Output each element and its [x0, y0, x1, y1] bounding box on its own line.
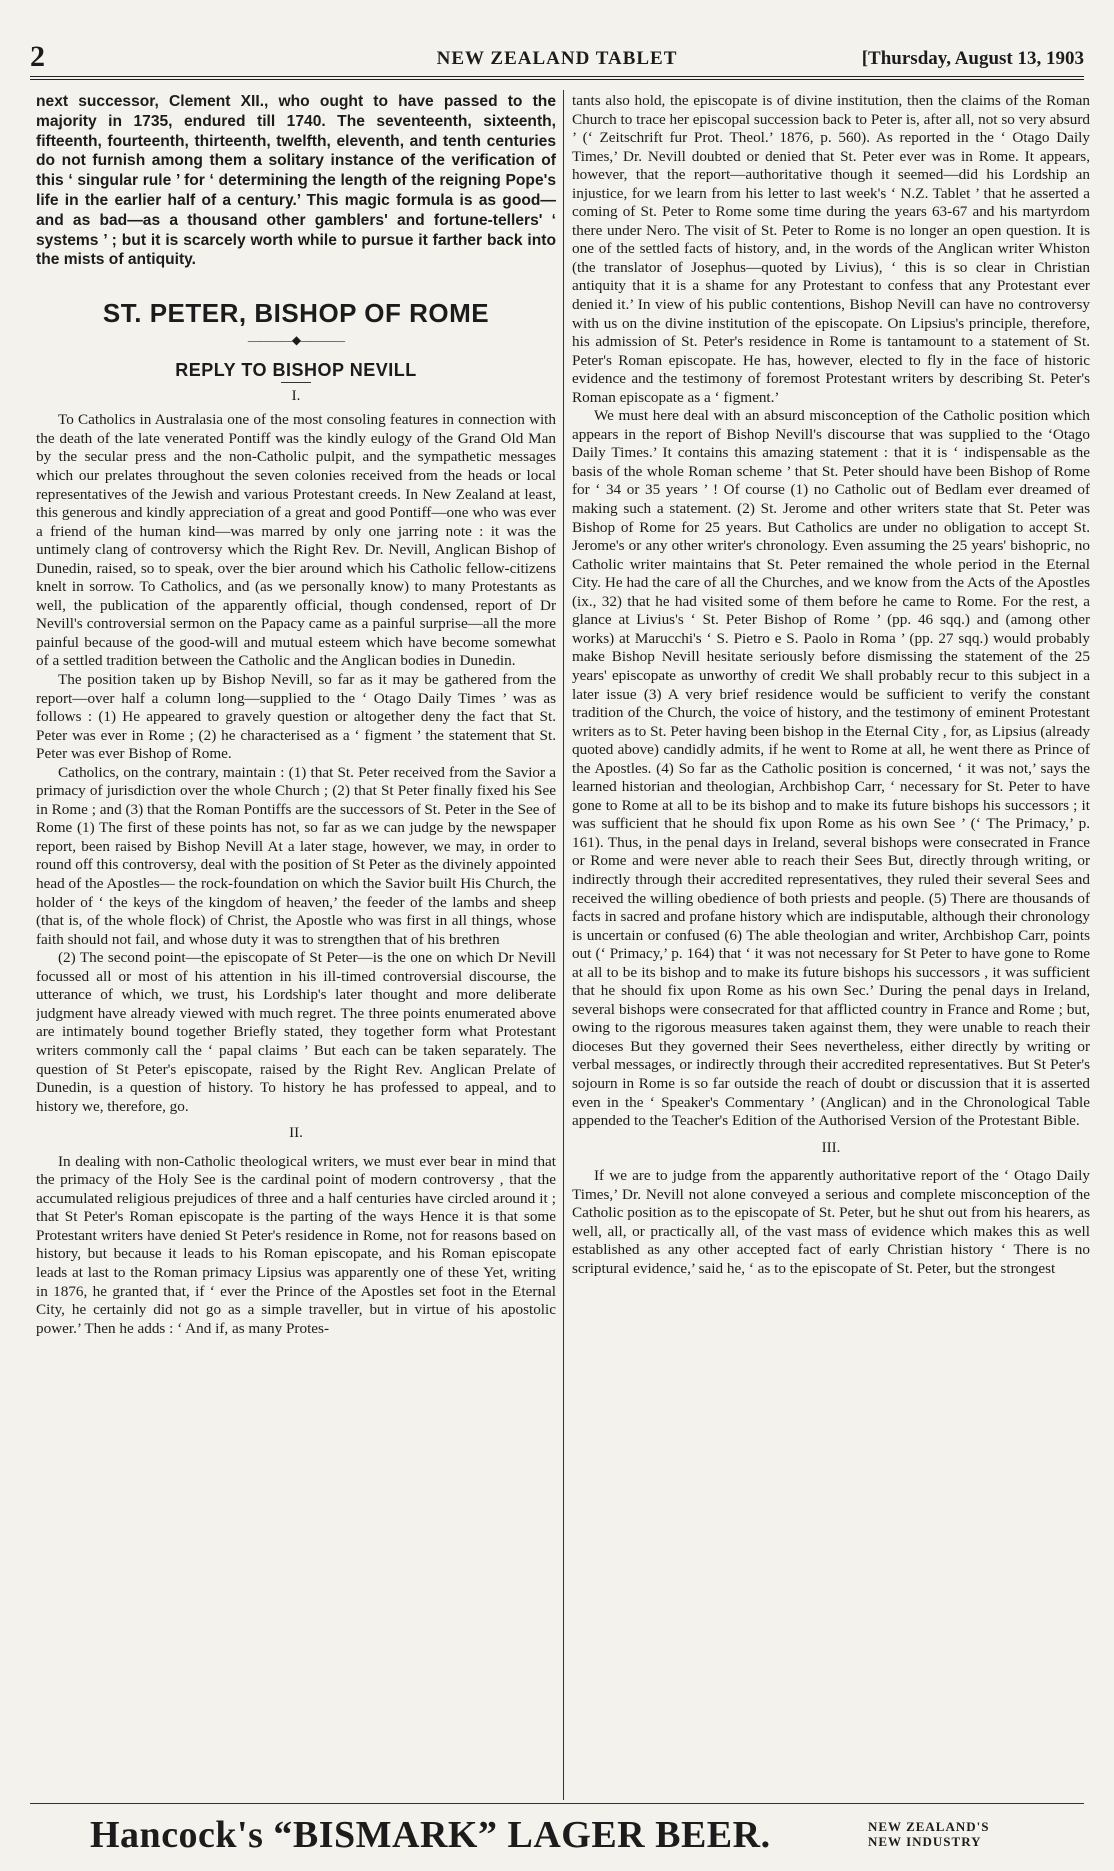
body-paragraph: Catholics, on the contrary, maintain : (1) that St. Peter received from the Savior a primacy of jurisdiction over the whole Church ; (2) that St Peter finally fixed his See in Rome ; and (3) that the Roman Pontiffs are the successors of St. Peter in the See of Rome (1) The first of these points has not, so far as we can judge by the newspaper report, been raised by Bishop Nevill At a later stage, however, we may, in order to round off this controversy, deal with the position of St Peter as the divinely appointed head of the Apostles— the rock-foundation on which the Savior built His Church, the holder of ‘ the keys of the kingdom of heaven,’ the feeder of the lambs and sheep (that is, of the whole flock) of Christ, the Apostle who was first in all things, whose faith should not fail, and whose duty it was to strengthen that of his brethren — [36, 763, 556, 948]
article-title: ST. PETER, BISHOP OF ROME — [102, 298, 490, 329]
ad-tagline — [868, 1819, 989, 1849]
masthead: NEW ZEALAND TABLET — [436, 48, 678, 69]
body-paragraph: To Catholics in Australasia one of the most consoling features in connection with the death of the late venerated Pontiff was the kindly eulogy of the Grand Old Man by the secular press and the non-Catholic pulpit, and the sympathetic messages which our prelates throughout the seven colonies received from the heads or local representatives of the Jewish and various Protestant creeds. In New Zealand at least, this generous and kindly appreciation of a great and good Pontiff—one who was ever a friend of the human kind—was marred by only one jarring note : it was the untimely clang of controversy which the Right Rev. Dr. Nevill, Anglican Bishop of Dunedin, raised, so to speak, over the bier around which his Catholic fellow-citizens knelt in sorrow. To Catholics, and (as we personally know) to many Protestants as well, the publication of the apparently official, though condensed, report of Dr Nevill's controversial sermon on the Papacy came as a painful surprise—all the more painful because of the good-will and mutual esteem which have become somewhat of a settled tradition between the Catholic and the Anglican bodies in Dunedin. — [36, 411, 556, 670]
lead-paragraph: next successor, Clement XII., who ought to have passed to the majority in 1735, endured till 1740. The seventeenth, sixteenth, fifteenth, fourteenth, thirteenth, twelfth, eleventh, and tenth centuries do not furnish among them a solitary instance of the verification of this ‘ singular rule ’ for ‘ determining the length of the reigning Pope's life in the earlier half of a century.’ This magic formula is as good—and as bad—as a thousand other gamblers' and fortune-tellers' ‘ systems ’ ; but it is scarcely worth while to pursue it farther back into the mists of antiquity. — [36, 93, 556, 269]
issue-date: [Thursday, August 13, 1903 — [861, 48, 1084, 69]
advertisement-banner — [90, 1813, 1020, 1861]
footer-rule — [30, 1803, 1084, 1804]
section-numeral-1: I. — [291, 387, 301, 404]
section-numeral-3: III. — [821, 1139, 841, 1156]
subtitle-rule — [281, 382, 311, 383]
title-ornament: ————◆———— — [247, 332, 345, 347]
right-column — [572, 92, 1090, 1797]
page-number: 2 — [30, 40, 45, 73]
left-column — [36, 92, 556, 1797]
body-paragraph: If we are to judge from the apparently authoritative report of the ‘ Otago Daily Times,’ Dr. Nevill not alone conveyed a serious and complete misconception of the Catholic position as to the episcopate of St. Peter, but he shut out from his hearers, as well, all, or practically all, of the vast mass of evidence which makes this as well established as any other accepted fact of early Christian history ‘ There is no scriptural evidence,’ said he, ‘ as to the episcopate of St. Peter, but the strongest — [572, 1167, 1090, 1277]
body-paragraph: The position taken up by Bishop Nevill, so far as it may be gathered from the report—over half a column long—supplied to the ‘ Otago Daily Times ’ was as follows : (1) He appeared to gravely question or altogether deny the fact that St. Peter was ever in Rome ; (2) he characterised as a ‘ figment ’ the statement that St. Peter was ever Bishop of Rome. — [36, 671, 556, 763]
section-numeral-2: II. — [289, 1125, 303, 1142]
lead-paragraph-block — [36, 92, 556, 270]
article-subtitle: REPLY TO BISHOP NEVILL — [175, 360, 417, 381]
ad-tagline-line-2: NEW INDUSTRY — [868, 1834, 982, 1849]
body-paragraph: In dealing with non-Catholic theological writers, we must ever bear in mind that the primacy of the Holy See is the cardinal point of modern controversy , that the accumulated religious prejudices of three and a half centuries have circled around it ; that St Peter's Roman episcopate is the parting of the ways Hence it is that some Protestant writers have denied St Peter's residence in Rome, not for reasons based on history, but because it leads to his Roman episcopate, and his Roman episcopate leads at last to the Roman primacy Lipsius was apparently one of these Yet, writing in 1876, he granted that, if ‘ ever the Prince of the Apostles set foot in the Eternal City, he certainly did not go as a simple traveller, but in virtue of his apostolic power.’ Then he adds : ‘ And if, as many Protes- — [36, 1152, 556, 1337]
column-divider — [563, 90, 564, 1800]
body-paragraph: (2) The second point—the episcopate of St Peter—is the one on which Dr Nevill focussed all or most of his attention in his ill-timed controversial discourse, the utterance of which, we trust, his Lordship's later thought and more deliberate judgment have already viewed with much regret. The three points enumerated above are intimately bound together Briefly stated, they together form what Protestant writers commonly call the ‘ papal claims ’ But each can be taken separately. The question of St Peter's episcopate, raised by the Right Rev. Anglican Prelate of Dunedin, is a question of history. To history he has professed to appeal, and to history we, therefore, go. — [36, 949, 556, 1115]
ad-brand: Hancock's “BISMARK” LAGER BEER. — [90, 1814, 771, 1856]
body-paragraph: tants also hold, the episcopate is of divine institution, then the claims of the Roman Church to trace her episcopal succession back to Peter is, after all, not so very absurd ’ (‘ Zeitschrift fur Prot. Theol.’ 1876, p. 560). As reported in the ‘ Otago Daily Times,’ Dr. Nevill doubted or denied that St. Peter ever was in Rome. It appears, however, that the report—authoritative though it seemed—did his Lordship an injustice, for we learn from his letter to last week's ‘ N.Z. Tablet ’ that he asserted a coming of St. Peter to Rome some time during the years 63-67 and his martyrdom there under Nero. The visit of St. Peter to Rome is no longer an open question. It is one of the settled facts of history, and, in the words of the Anglican writer Whiston (the translator of Josephus—quoted by Livius), ‘ this is so clear in Christian antiquity that it is a shame for any Protestant to confess that any Protestant ever denied it.’ In view of his public contentions, Bishop Nevill can have no controversy with us on the divine institution of the episcopate. On Lipsius's principle, therefore, his admission of St. Peter's residence in Rome is tantamount to a statement of St. Peter's Roman episcopate. He has, however, elected to fly in the face of historic evidence and the testimony of foremost Protestant writers by describing St. Peter's Roman episcopate as a ‘ figment.’ — [572, 92, 1090, 406]
body-paragraph: We must here deal with an absurd misconception of the Catholic position which appears in the report of Bishop Nevill's discourse that was supplied to the ‘Otago Daily Times.’ It contains this amazing statement : that it is ‘ indispensable as the basis of the whole Roman scheme ’ that St. Peter should have been Bishop of Rome for ‘ 34 or 35 years ’ ! Of course (1) no Catholic out of Bedlam ever dreamed of making such a statement. (2) St. Jerome and other writers state that St. Peter was Bishop of Rome for 25 years. But Catholics are under no obligation to accept St. Jerome's or any other writer's chronology. Even assuming the 25 years' bishopric, no Catholic writer maintains that St. Peter remained the whole period in the Eternal City. He had the care of all the Churches, and we know from the Acts of the Apostles (ix., 32) that he had visited some of them before he came to Rome. For the rest, a glance at Livius's ‘ St. Peter Bishop of Rome ’ (pp. 46 sqq.) and (among other works) at Marucchi's ‘ S. Pietro e S. Paolo in Roma ’ (pp. 27 sqq.) would probably make Bishop Nevill hesitate seriously before dismissing the statement of the 25 years' episcopate as unworthy of credit We shall probably recur to this subject in a later issue (3) A very brief residence would be sufficient to verify the constant tradition of the Church, the voice of history, and the testimony of eminent Protestant writers as to St. Peter having been bishop in the Eternal City , for, as Lipsius (already quoted above) candidly admits, if he went to Rome at all, he went there as Prince of the Apostles. (4) So far as the Catholic position is concerned, ‘ it was not,’ says the learned historian and theologian, Archbishop Carr, ‘ necessary for St. Peter to have gone to Rome at all to be its bishop and to make its future bishops his successors ; it was sufficient that he should fix upon Rome as his own See ’ (‘ The Primacy,’ p. 161). Thus, in the penal days in Ireland, several bishops were consecrated in France or Rome and were never able to reach their Sees But, directly through writing, or indirectly through their accredited representatives, they ruled their several Sees and received the willing obedience of both priests and people. (5) There are thousands of facts in sacred and profane history which are indisputable, although their chronology is uncertain or confused (6) The able theologian and writer, Archbishop Carr, points out (‘ Primacy,’ p. 164) that ‘ it was not necessary for St Peter to have gone to Rome at all to be its bishop and to make its future bishops his successors , it was sufficient that he should fix upon Rome as his own Sec.’ During the penal days in Ireland, several bishops were consecrated for that afflicted country in France and Rome ; but, owing to the rigorous measures taken against them, they were unable to reach their dioceses But they governed their Sees nevertheless, either directly by writing or verbal messages, or indirectly through their accredited representatives. But St Peter's sojourn in Rome is so far outside the reach of doubt or discussion that it is asserted even in the ‘ Speaker's Commentary ’ (Anglican) and in the Chronological Table appended to the Teacher's Edition of the Authorised Version of the Protestant Bible. — [572, 407, 1090, 1130]
ad-tagline-line-1: NEW ZEALAND'S — [868, 1819, 990, 1834]
page-header — [30, 40, 1084, 80]
